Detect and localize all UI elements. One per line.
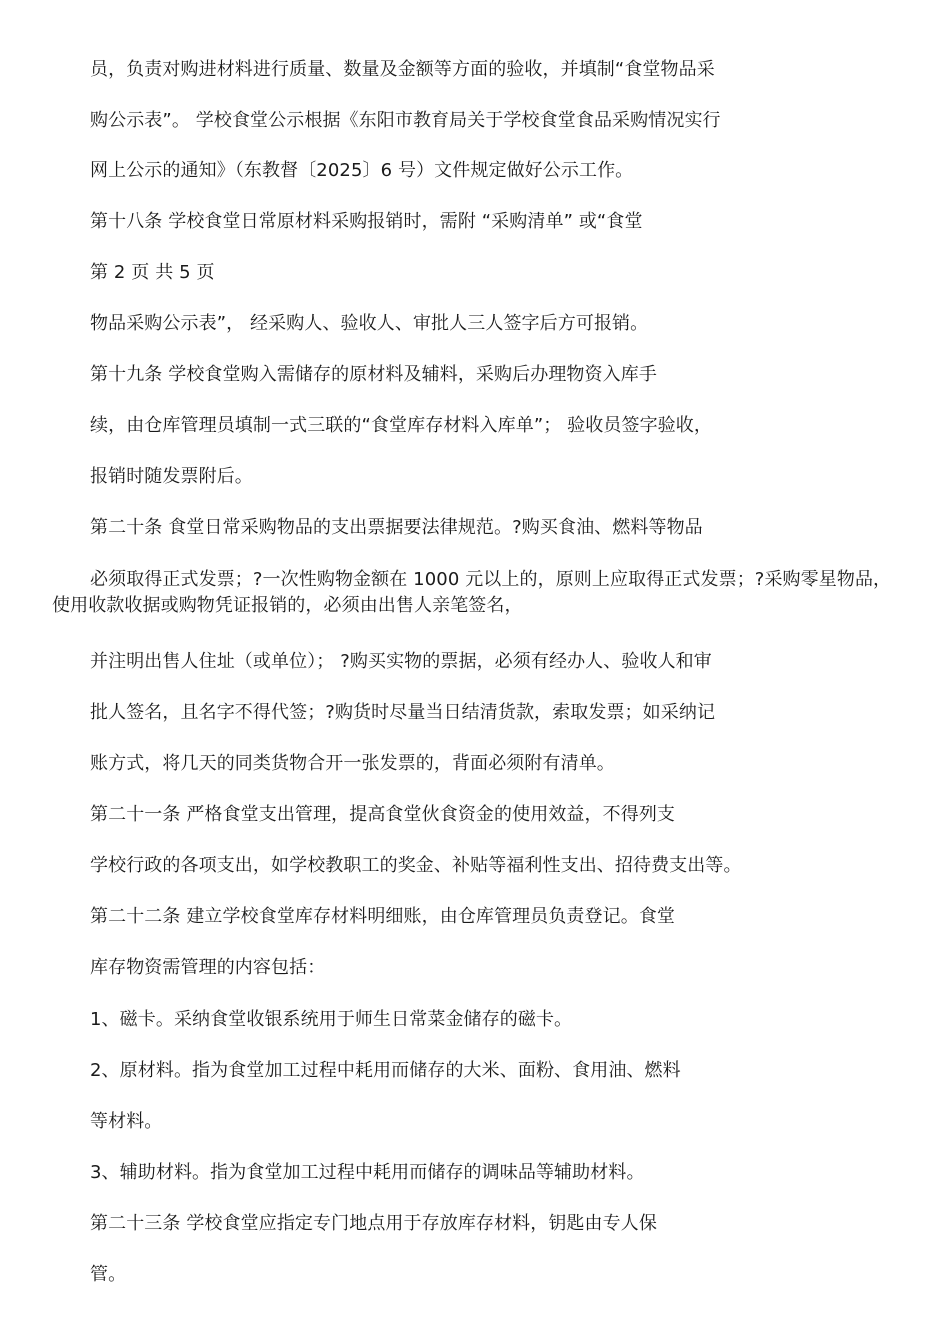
- text-line: 第二十一条 严格食堂支出管理，提高食堂伙食资金的使用效益，不得列支: [90, 804, 676, 825]
- wrapped-paragraph: 必须取得正式发票；?一次性购物金额在 1000 元以上的，原则上应取得正式发票；?采购零星物品，使用收款收据或购物凭证报销的，必须由出售人亲笔签名，: [52, 569, 892, 616]
- text-line: 库存物资需管理的内容包括：: [90, 957, 326, 978]
- text-line: 第二十二条 建立学校食堂库存材料明细账，由仓库管理员负责登记。食堂: [90, 906, 676, 927]
- text-line: 购公示表”。 学校食堂公示根据《东阳市教育局关于学校食堂食品采购情况实行: [90, 110, 721, 131]
- text-line: 账方式，将几天的同类货物合开一张发票的，背面必须附有清单。: [90, 753, 615, 774]
- text-line: 2、原材料。指为食堂加工过程中耗用而储存的大米、面粉、食用油、燃料: [90, 1060, 681, 1081]
- text-line: 批人签名，且名字不得代签；?购货时尽量当日结清货款，索取发票；如采纳记: [90, 702, 716, 723]
- text-line: 管。: [90, 1264, 127, 1285]
- text-line: 第十九条 学校食堂购入需储存的原材料及辅料，采购后办理物资入库手: [90, 364, 657, 385]
- text-line: 报销时随发票附后。: [90, 466, 253, 487]
- text-line: 1、磁卡。采纳食堂收银系统用于师生日常菜金储存的磁卡。: [90, 1009, 573, 1030]
- text-line: 第二十三条 学校食堂应指定专门地点用于存放库存材料，钥匙由专人保: [90, 1213, 657, 1234]
- text-line: 物品采购公示表”， 经采购人、验收人、审批人三人签字后方可报销。: [90, 313, 649, 334]
- page-number: 第 2 页 共 5 页: [90, 262, 215, 283]
- text-line: 第十八条 学校食堂日常原材料采购报销时，需附 “采购清单” 或“食堂: [90, 211, 643, 232]
- text-line: 学校行政的各项支出，如学校教职工的奖金、补贴等福利性支出、招待费支出等。: [90, 855, 742, 876]
- text-line: 员，负责对购进材料进行质量、数量及金额等方面的验收，并填制“食堂物品采: [90, 59, 715, 80]
- text-line: 网上公示的通知》（东教督〔2025〕6 号）文件规定做好公示工作。: [90, 160, 634, 181]
- text-line: 等材料。: [90, 1111, 163, 1132]
- text-line: 第二十条 食堂日常采购物品的支出票据要法律规范。?购买食油、燃料等物品: [90, 517, 703, 538]
- text-line: 3、辅助材料。指为食堂加工过程中耗用而储存的调味品等辅助材料。: [90, 1162, 645, 1183]
- text-line: 续，由仓库管理员填制一式三联的“食堂库存材料入库单”； 验收员签字验收，: [90, 415, 712, 436]
- text-line: 并注明出售人住址（或单位）； ?购买实物的票据，必须有经办人、验收人和审: [90, 651, 712, 672]
